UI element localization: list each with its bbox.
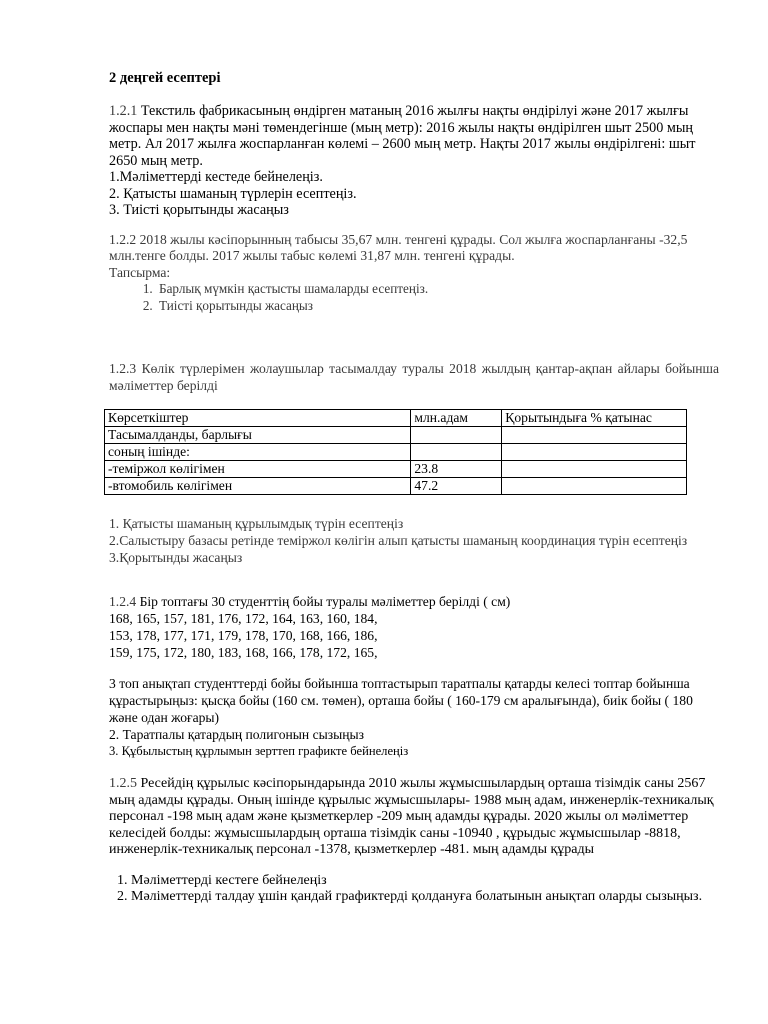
problem-text: Ресейдің құрылыс кәсіпорындарында 2010 жылы жұмысшылардың орташа тізімдік саны 2567 мың адамды құрады. Оның ішінде құрылыс жұмысшылары- 1988 мың адам, инженерлік-техникалық персонал -198 мың адам және қызметкерлер -209 мың адамды құрады. 2020 жылы ол мәліметтер келесідей болды: жұмысшылардың орташа тізімдік саны -10940 , құрыдыс жұмысшылар -8818, инженерлік-техникалық персонал -1378, қызметкерлер -481. мың адамды құрады [109,776,714,857]
problem-number: 1.2.5 [109,776,137,791]
list-item: 2. Тиісті қорытынды жасаңыз [156,298,719,314]
problem-number: 1.2.1 [109,103,138,119]
problem-text: Көлік түрлерімен жолаушылар тасымалдау туралы 2018 жылдың қантар-ақпан айлары бойынша мәліметтер берілді [109,361,719,393]
problem-number: 1.2.2 [109,232,137,247]
problem-1-2-2 [109,232,719,314]
table-row [105,427,687,444]
table-row [105,444,687,461]
problem-1-2-5-statement [109,776,719,859]
table-cell: 47.2 [411,478,502,495]
problem-1-2-4 [109,593,719,760]
table-cell [502,427,687,444]
problem-number: 1.2.3 [109,361,137,376]
problem-1-2-1-statement [109,103,719,169]
problem-1-2-3 [109,360,719,394]
problem-1-2-2-statement [109,232,719,265]
list-item: 1. Мәліметтерді кестеге бейнелеңіз [131,873,719,890]
problem-text: Текстиль фабрикасының өндірген матаның 2016 жылғы нақты өндірілуі және 2017 жылғы жоспары мен нақты мәні төмендегінше (мың метр): 2016 жылы нақты өндірілген шыт 2500 мың метр. Ал 2017 жылға жоспарланған көлемі – 2600 мың метр. Нақты 2017 жылы өндірілгені: шыт 2650 мың метр. [109,103,696,169]
table-header: Қорытындыға % қатынас [502,410,687,427]
task-line: 2. Қатысты шаманың түрлерін есептеңіз. [109,185,357,202]
table-cell: 23.8 [411,461,502,478]
transport-table [104,409,687,495]
table-cell: соның ішінде: [105,444,411,461]
table-header: Көрсеткіштер [105,410,411,427]
list-item: 2. Мәліметтерді талдау ұшін қандай графиктерді қолдануға болатынын анықтап оларды сызыңыз. [131,889,719,906]
data-line: 168, 165, 157, 181, 176, 172, 164, 163, 160, 184, [109,611,378,626]
task-line: 3.Қорытынды жасаңыз [109,550,243,565]
task-line: 1. Қатысты шаманың құрылымдық түрін есептеңіз [109,516,404,531]
problem-number: 1.2.4 [109,594,137,609]
table-cell [502,478,687,495]
task-list [109,281,719,314]
task-number: 3 [109,744,116,758]
task-line: 2.Салыстыру базасы ретінде теміржол көлігін алып қатысты шаманың координация түрін есептеңіз [109,533,688,548]
table-cell: -втомобиль көлігімен [105,478,411,495]
task-line: 2. Таратпалы қатардың полигонын сызыңыз [109,727,365,742]
task-line: 3. Тиісті қорытынды жасаңыз [109,202,289,218]
section-heading: 2 деңгей есептері [109,70,221,86]
table-row [105,478,687,495]
table-cell: -теміржол көлігімен [105,461,411,478]
table-cell: Тасымалданды, барлығы [105,427,411,444]
data-line: 153, 178, 177, 171, 179, 178, 170, 168, 166, 186, [109,628,378,643]
task-text: . Құбылыстың құрлымын зерттеп графикте бейнелеңіз [115,744,409,758]
task-label: Тапсырма: [109,264,171,280]
problem-1-2-5 [109,776,719,906]
problem-text: Бір топтағы 30 студенттің бойы туралы мәліметтер берілді ( см) [139,594,511,609]
table-row [105,461,687,478]
list-item: 1. Барлық мүмкін қастысты шамаларды есептеңіз. [156,281,719,297]
table-cell [411,444,502,461]
task-line: 3 топ анықтап студенттерді бойы бойынша топтастырып таратпалы қатарды келесі топтар бойынша құрастырыңыз: қысқа бойы (160 см. төмен), орташа бойы ( 160-179 см аралығында), биік бойы ( 180 және одан жоғары) [109,676,693,725]
table-cell [502,461,687,478]
data-line: 159, 175, 172, 180, 183, 168, 166, 178, 172, 165, [109,645,378,660]
problem-1-2-3-tasks [109,515,713,566]
table-header-row [105,410,687,427]
problem-1-2-4-statement [109,593,719,610]
table-cell [411,427,502,444]
task-list [109,873,719,906]
task-line [109,743,719,760]
task-line: 1.Мәліметтерді кестеде бейнелеңіз. [109,169,323,185]
table-header: млн.адам [411,410,502,427]
problem-text: 2018 жылы кәсіпорынның табысы 35,67 млн. тенгені құрады. Сол жылға жоспарланғаны -32,5 млн.тенге болды. 2017 жылы табыс көлемі 31,87 млн. тенгені құрады. [109,232,688,264]
table-cell [502,444,687,461]
problem-1-2-1 [109,103,719,219]
